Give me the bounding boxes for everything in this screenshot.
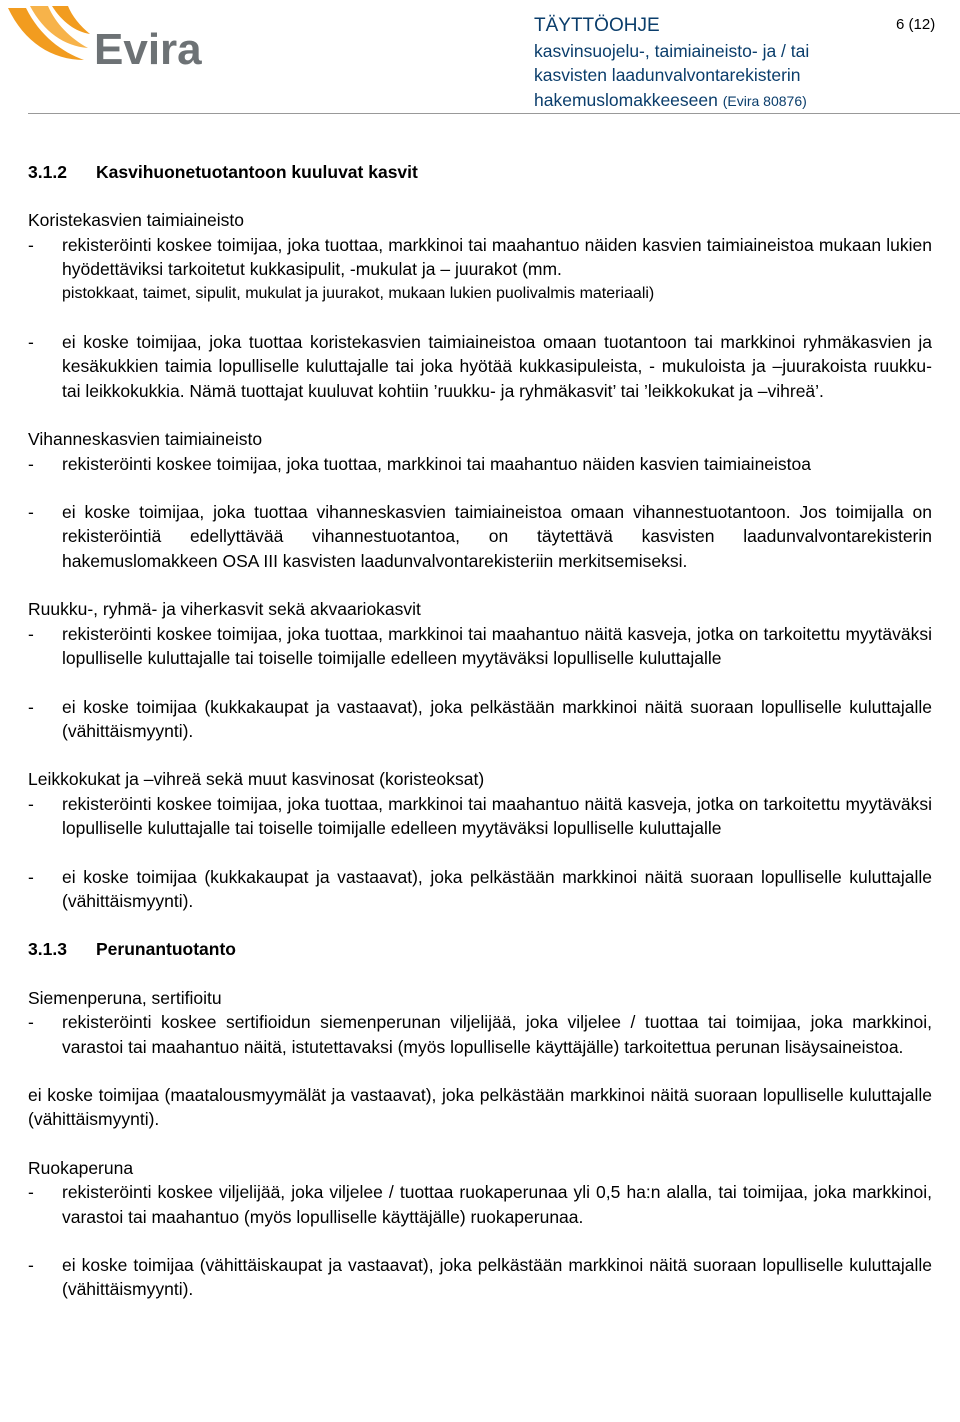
header-divider <box>28 113 960 114</box>
item-text: rekisteröinti koskee toimijaa, joka tuottaa, markkinoi tai maahantuo näitä kasveja, jotka on tarkoitettu myytäväksi lopulliselle kuluttajalle tai toiselle toimijalle edelleen myytäväksi lopulliselle kuluttajalle <box>62 623 932 669</box>
list-item: - ei koske toimijaa (kukkakaupat ja vastaavat), joka pelkästään markkinoi näitä suoraan lopulliselle kuluttajalle (vähittäismyynti). <box>28 865 932 914</box>
doc-title-line3: hakemuslomakkeeseen (Evira 80876) <box>534 89 807 110</box>
item-text: rekisteröinti koskee toimijaa, joka tuottaa, markkinoi tai maahantuo näitä kasveja, jotka on tarkoitettu myytäväksi lopulliselle kuluttajalle tai toiselle toimijalle edelleen myytäväksi lopulliselle kuluttajalle <box>62 793 932 839</box>
list-item: - ei koske toimijaa (vähittäiskaupat ja vastaavat), joka pelkästään markkinoi näitä suoraan lopulliselle kuluttajalle (vähittäismyynti). <box>28 1253 932 1302</box>
item-text: ei koske toimijaa, joka tuottaa koristekasvien taimiaineistoa omaan tuotantoon tai markkinoi ryhmäkasvien ja kesäkukkien taimia lopulliselle kuluttajalle tai joka hyötää kukkasipuleista, - mukuloista ja –juurakoista ruukku- tai leikkokukkia. Nämä tuottajat kuuluvat kohtiin ’ruukku- ja ryhmäkasvit’ tai ’leikkokukat ja –vihreä’. <box>62 332 932 401</box>
evira-logo <box>4 2 214 74</box>
section-heading-3-1-3 <box>28 937 932 961</box>
subheading-ruokaperuna: Ruokaperuna <box>28 1157 134 1178</box>
subheading-siemenperuna: Siemenperuna, sertifioitu <box>28 987 222 1008</box>
subheading-ruukku: Ruukku-, ryhmä- ja viherkasvit sekä akvaariokasvit <box>28 599 421 620</box>
subheading-koriste: Koristekasvien taimiaineisto <box>28 210 244 231</box>
paragraph-note: ei koske toimijaa (maatalousmyymälät ja vastaavat), joka pelkästään markkinoi näitä suoraan lopulliselle kuluttajalle (vähittäismyynti). <box>28 1084 932 1130</box>
item-text: rekisteröinti koskee sertifioidun siemenperunan viljelijää, joka viljelee / tuottaa tai toimijaa, joka markkinoi, varastoi tai maahantuo näitä, istutettavaksi (myös lopulliselle käyttäjälle) tarkoitettua perunan lisäysaineistoa. <box>62 1012 932 1057</box>
item-text: rekisteröinti koskee toimijaa, joka tuottaa, markkinoi tai maahantuo näiden kasvien taimiaineistoa <box>62 453 812 474</box>
subheading-vihannes: Vihanneskasvien taimiaineisto <box>28 429 263 450</box>
item-text: ei koske toimijaa (kukkakaupat ja vastaavat), joka pelkästään markkinoi näitä suoraan lopulliselle kuluttajalle (vähittäismyynti). <box>62 696 932 741</box>
list-item: - ei koske toimijaa (kukkakaupat ja vastaavat), joka pelkästään markkinoi näitä suoraan lopulliselle kuluttajalle (vähittäismyynti). <box>28 695 932 744</box>
item-text: pistokkaat, taimet, sipulit, mukulat ja juurakot, mukaan lukien puolivalmis materiaali) <box>62 284 655 302</box>
list-item-continuation <box>28 282 932 306</box>
document-body <box>28 160 932 1302</box>
subheading-leikko: Leikkokukat ja –vihreä sekä muut kasvinosat (koristeoksat) <box>28 769 485 790</box>
list-item: - rekisteröinti koskee toimijaa, joka tuottaa, markkinoi tai maahantuo näitä kasveja, jotka on tarkoitettu myytäväksi lopulliselle kuluttajalle tai toiselle toimijalle edelleen myytäväksi lopulliselle kuluttajalle <box>28 622 932 671</box>
section-heading-3-1-2 <box>28 160 932 184</box>
list-item: - rekisteröinti koskee toimijaa, joka tuottaa, markkinoi tai maahantuo näitä kasveja, jotka on tarkoitettu myytäväksi lopulliselle kuluttajalle tai toiselle toimijalle edelleen myytäväksi lopulliselle kuluttajalle <box>28 792 932 841</box>
list-item: - rekisteröinti koskee viljelijää, joka viljelee / tuottaa ruokaperunaa yli 0,5 ha:n alalla, tai toimijaa, joka markkinoi, varastoi tai maahantuo (myös lopulliselle käyttäjälle) ruokaperunaa. <box>28 1180 932 1229</box>
list-item: - ei koske toimijaa, joka tuottaa koristekasvien taimiaineistoa omaan tuotantoon tai markkinoi ryhmäkasvien ja kesäkukkien taimia lopulliselle kuluttajalle tai joka hyötää kukkasipuleista, - mukuloista ja –juurakoista ruukku- tai leikkokukkia. Nämä tuottajat kuuluvat kohtiin ’ruukku- ja ryhmäkasvit’ tai ’leikkokukat ja –vihreä’. <box>28 330 932 403</box>
list-item: - rekisteröinti koskee toimijaa, joka tuottaa, markkinoi tai maahantuo näiden kasvien taimiaineistoa <box>28 452 932 476</box>
list-item: - ei koske toimijaa, joka tuottaa vihanneskasvien taimiaineistoa omaan vihannestuotantoon. Jos toimijalla on rekisteröintiä edellyttävää vihannestuotantoa, on täytettävä kasvisten laadunvalvontarekisterin hakemuslomakkeen OSA III kasvisten laadunvalvontarekisteriin merkitsemiseksi. <box>28 500 932 573</box>
section-title: Kasvihuonetuotantoon kuuluvat kasvit <box>96 162 418 182</box>
item-text: ei koske toimijaa, joka tuottaa vihanneskasvien taimiaineistoa omaan vihannestuotantoon. Jos toimijalla on rekisteröintiä edellyttävää vihannestuotantoa, on täytettävä kasvisten laadunvalvontarekisterin hakemuslomakkeen OSA III kasvisten laadunvalvontarekisteriin merkitsemiseksi. <box>62 502 932 571</box>
doc-type: TÄYTTÖOHJE <box>534 15 660 36</box>
section-number: 3.1.3 <box>28 939 67 960</box>
document-header <box>534 14 874 113</box>
doc-code: (Evira 80876) <box>722 92 807 109</box>
item-text: ei koske toimijaa (kukkakaupat ja vastaavat), joka pelkästään markkinoi näitä suoraan lopulliselle kuluttajalle (vähittäismyynti). <box>62 866 932 911</box>
doc-title-line1: kasvinsuojelu-, taimiaineisto- ja / tai <box>534 40 810 61</box>
page-number: 6 (12) <box>896 16 936 33</box>
item-text: rekisteröinti koskee toimijaa, joka tuottaa, markkinoi tai maahantuo näiden kasvien taimiaineistoa mukaan lukien hyödettäviksi tarkoitetut kukkasipulit, -mukulat ja – juurakot (mm. <box>62 234 932 280</box>
list-item: - rekisteröinti koskee toimijaa, joka tuottaa, markkinoi tai maahantuo näiden kasvien taimiaineistoa mukaan lukien hyödettäviksi tarkoitetut kukkasipulit, -mukulat ja – juurakot (mm. <box>28 233 932 282</box>
section-number: 3.1.2 <box>28 162 67 182</box>
item-text: rekisteröinti koskee viljelijää, joka viljelee / tuottaa ruokaperunaa yli 0,5 ha:n alalla, tai toimijaa, joka markkinoi, varastoi tai maahantuo (myös lopulliselle käyttäjälle) ruokaperunaa. <box>62 1182 932 1227</box>
doc-title-line2: kasvisten laadunvalvontarekisterin <box>534 65 801 85</box>
item-text: ei koske toimijaa (vähittäiskaupat ja vastaavat), joka pelkästään markkinoi näitä suoraan lopulliselle kuluttajalle (vähittäismyynti). <box>62 1255 932 1300</box>
svg-text:Evira: Evira <box>94 25 202 74</box>
list-item: - rekisteröinti koskee sertifioidun siemenperunan viljelijää, joka viljelee / tuottaa tai toimijaa, joka markkinoi, varastoi tai maahantuo näitä, istutettavaksi (myös lopulliselle käyttäjälle) tarkoitettua perunan lisäysaineistoa. <box>28 1010 932 1059</box>
evira-logo-icon <box>4 2 214 74</box>
section-title: Perunantuotanto <box>96 939 236 960</box>
